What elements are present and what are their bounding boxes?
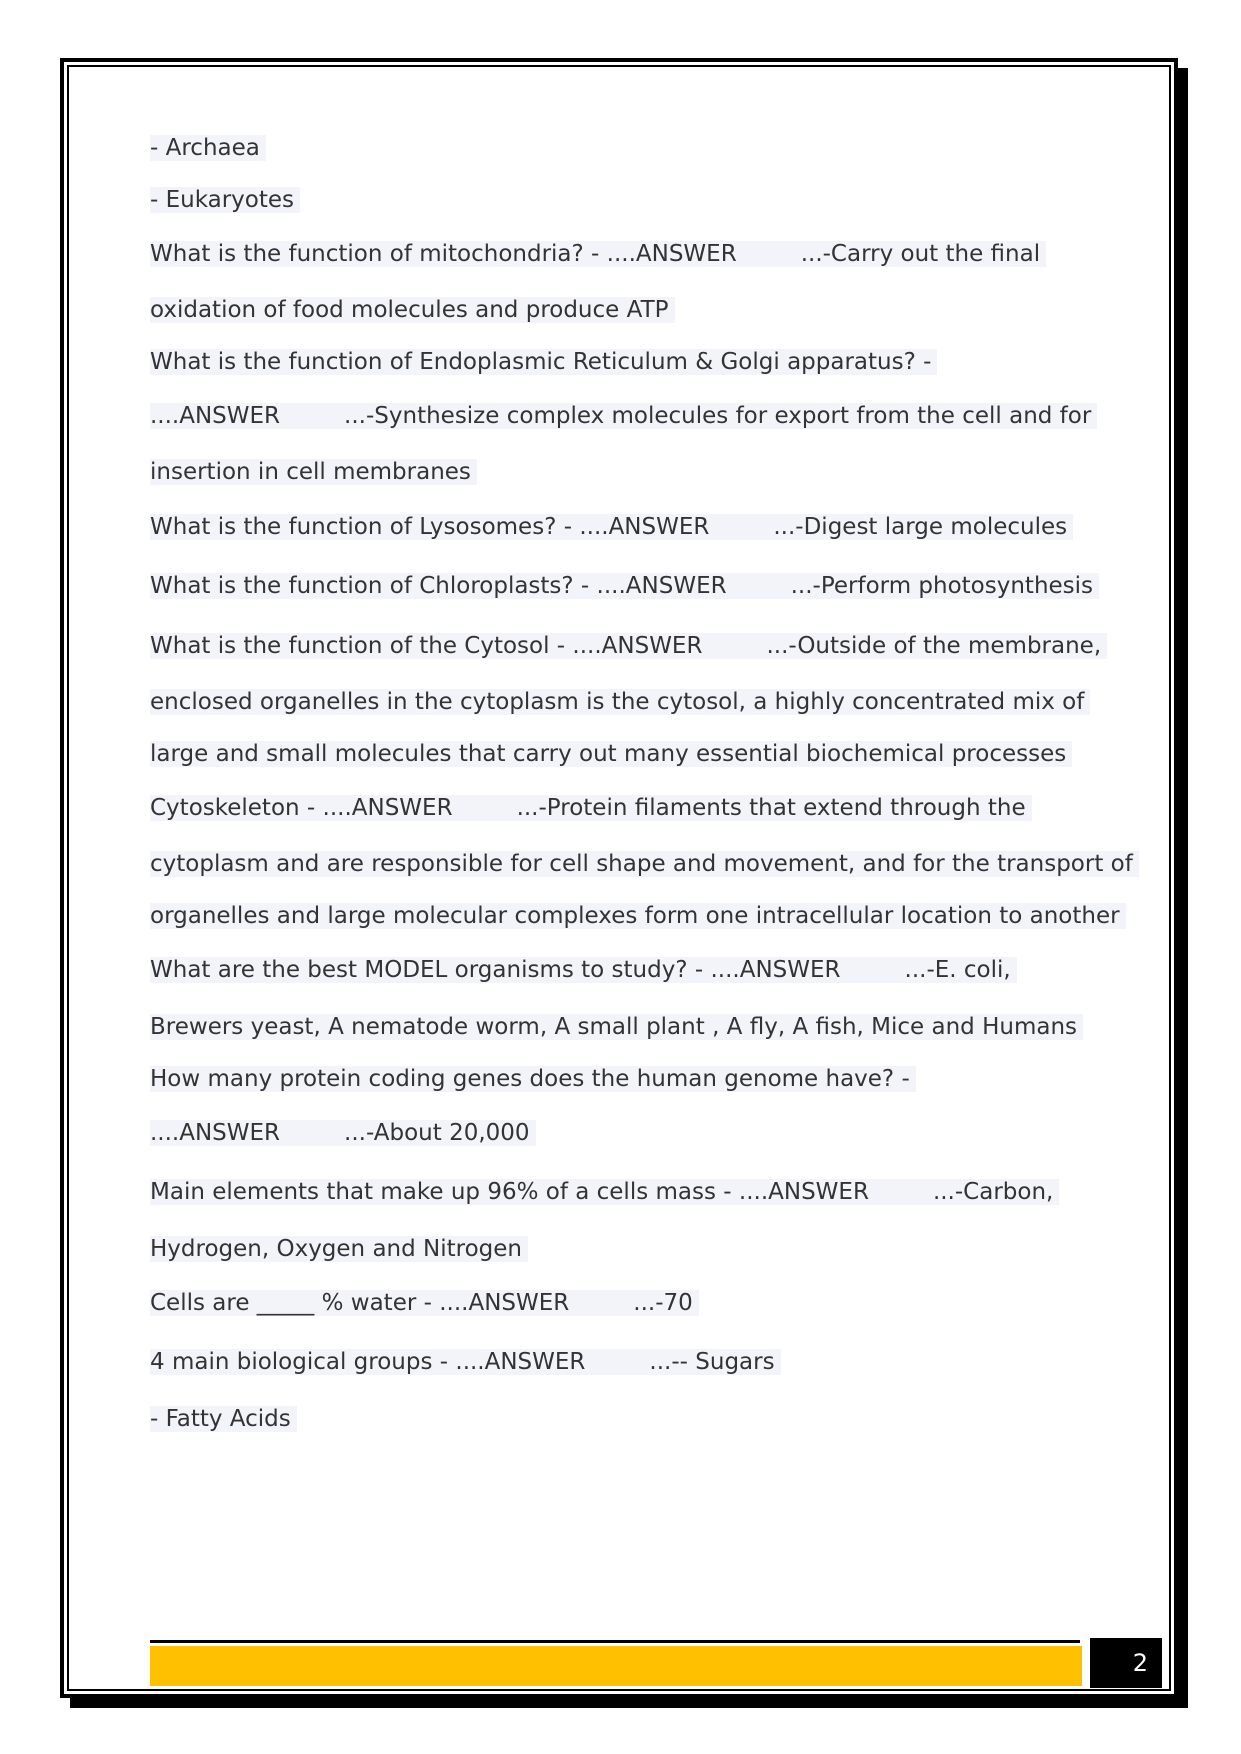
- text-line: Brewers yeast, A nematode worm, A small plant , A fly, A fish, Mice and Humans: [150, 1012, 1083, 1042]
- text-line: large and small molecules that carry out many essential biochemical processes: [150, 739, 1072, 769]
- qa-line: ....ANSWER ...-Synthesize complex molecules for export from the cell and for: [150, 401, 1097, 431]
- qa-line: Cells are _____ % water - ....ANSWER ...-70: [150, 1288, 699, 1318]
- text-line: - Fatty Acids: [150, 1404, 297, 1434]
- footer-divider: [150, 1640, 1080, 1643]
- text-line: insertion in cell membranes: [150, 457, 477, 487]
- text-line: How many protein coding genes does the human genome have? -: [150, 1064, 916, 1094]
- text-line: organelles and large molecular complexes form one intracellular location to another: [150, 901, 1126, 931]
- qa-line: What is the function of Lysosomes? - ....ANSWER ...-Digest large molecules: [150, 512, 1073, 542]
- text-line: enclosed organelles in the cytoplasm is the cytosol, a highly concentrated mix of: [150, 687, 1090, 717]
- text-line: - Eukaryotes: [150, 185, 300, 215]
- qa-line: 4 main biological groups - ....ANSWER ...-- Sugars: [150, 1347, 781, 1377]
- page-number: 2: [1090, 1638, 1162, 1688]
- qa-line: ....ANSWER ...-About 20,000: [150, 1118, 536, 1148]
- qa-line: What is the function of Chloroplasts? - ....ANSWER ...-Perform photosynthesis: [150, 571, 1099, 601]
- qa-line: What is the function of mitochondria? - ....ANSWER ...-Carry out the final: [150, 239, 1046, 269]
- qa-line: What are the best MODEL organisms to study? - ....ANSWER ...-E. coli,: [150, 955, 1017, 985]
- text-line: oxidation of food molecules and produce ATP: [150, 295, 675, 325]
- text-line: cytoplasm and are responsible for cell shape and movement, and for the transport of: [150, 849, 1139, 879]
- text-line: What is the function of Endoplasmic Reticulum & Golgi apparatus? -: [150, 347, 937, 377]
- footer-accent-bar: [150, 1646, 1082, 1686]
- text-line: Hydrogen, Oxygen and Nitrogen: [150, 1234, 528, 1264]
- qa-line: Main elements that make up 96% of a cells mass - ....ANSWER ...-Carbon,: [150, 1177, 1059, 1207]
- text-line: - Archaea: [150, 133, 266, 163]
- qa-line: Cytoskeleton - ....ANSWER ...-Protein filaments that extend through the: [150, 793, 1032, 823]
- qa-line: What is the function of the Cytosol - ....ANSWER ...-Outside of the membrane,: [150, 631, 1107, 661]
